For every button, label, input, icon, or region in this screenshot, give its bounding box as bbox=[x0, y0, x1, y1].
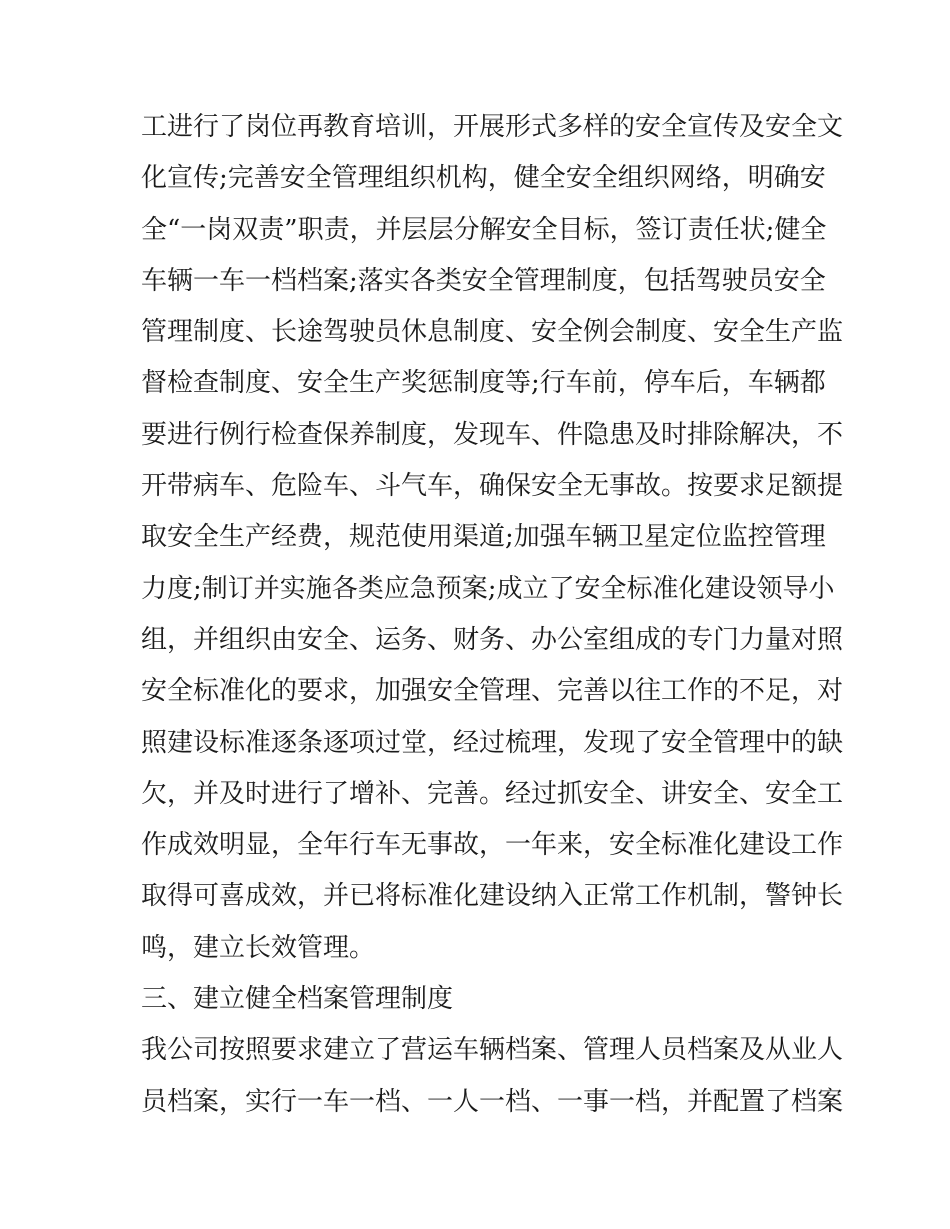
text-line: 取得可喜成效，并已将标准化建设纳入正常工作机制，警钟长 bbox=[141, 881, 844, 912]
section-heading: 三、建立健全档案管理制度 bbox=[141, 984, 454, 1015]
text-line: 安全标准化的要求，加强安全管理、完善以往工作的不足，对 bbox=[141, 676, 844, 707]
text-line: 要进行例行检查保养制度，发现车、件隐患及时排除解决，不 bbox=[141, 419, 844, 450]
text-line: 工进行了岗位再教育培训，开展形式多样的安全宣传及安全文 bbox=[141, 112, 844, 142]
text-line: 我公司按照要求建立了营运车辆档案、管理人员档案及从业人 bbox=[141, 1035, 844, 1066]
text-line: 员档案，实行一车一档、一人一档、一事一档，并配置了档案 bbox=[141, 1086, 844, 1117]
document-body-text bbox=[141, 102, 844, 1128]
text-line: 组，并组织由安全、运务、财务、办公室组成的专门力量对照 bbox=[141, 624, 844, 655]
text-line: 车辆一车一档档案;落实各类安全管理制度，包括驾驶员安全 bbox=[141, 265, 826, 296]
text-line: 督检查制度、安全生产奖惩制度等;行车前，停车后，车辆都 bbox=[141, 368, 826, 399]
text-line: 化宣传;完善安全管理组织机构，健全安全组织网络，明确安 bbox=[141, 163, 826, 194]
text-line: 作成效明显，全年行车无事故，一年来，安全标准化建设工作 bbox=[141, 830, 844, 861]
text-line: 照建设标准逐条逐项过堂，经过梳理，发现了安全管理中的缺 bbox=[141, 727, 844, 758]
text-line: 力度;制订并实施各类应急预案;成立了安全标准化建设领导小 bbox=[141, 573, 835, 604]
text-line: 鸣，建立长效管理。 bbox=[141, 932, 376, 963]
text-line: 开带病车、危险车、斗气车，确保安全无事故。按要求足额提 bbox=[141, 471, 844, 502]
text-line: 欠，并及时进行了增补、完善。经过抓安全、讲安全、安全工 bbox=[141, 778, 844, 809]
text-line: 取安全生产经费，规范使用渠道;加强车辆卫星定位监控管理 bbox=[141, 522, 826, 553]
text-line: 管理制度、长途驾驶员休息制度、安全例会制度、安全生产监 bbox=[141, 317, 844, 348]
text-line: 全“一岗双责”职责，并层层分解安全目标，签订责任状;健全 bbox=[141, 214, 827, 245]
